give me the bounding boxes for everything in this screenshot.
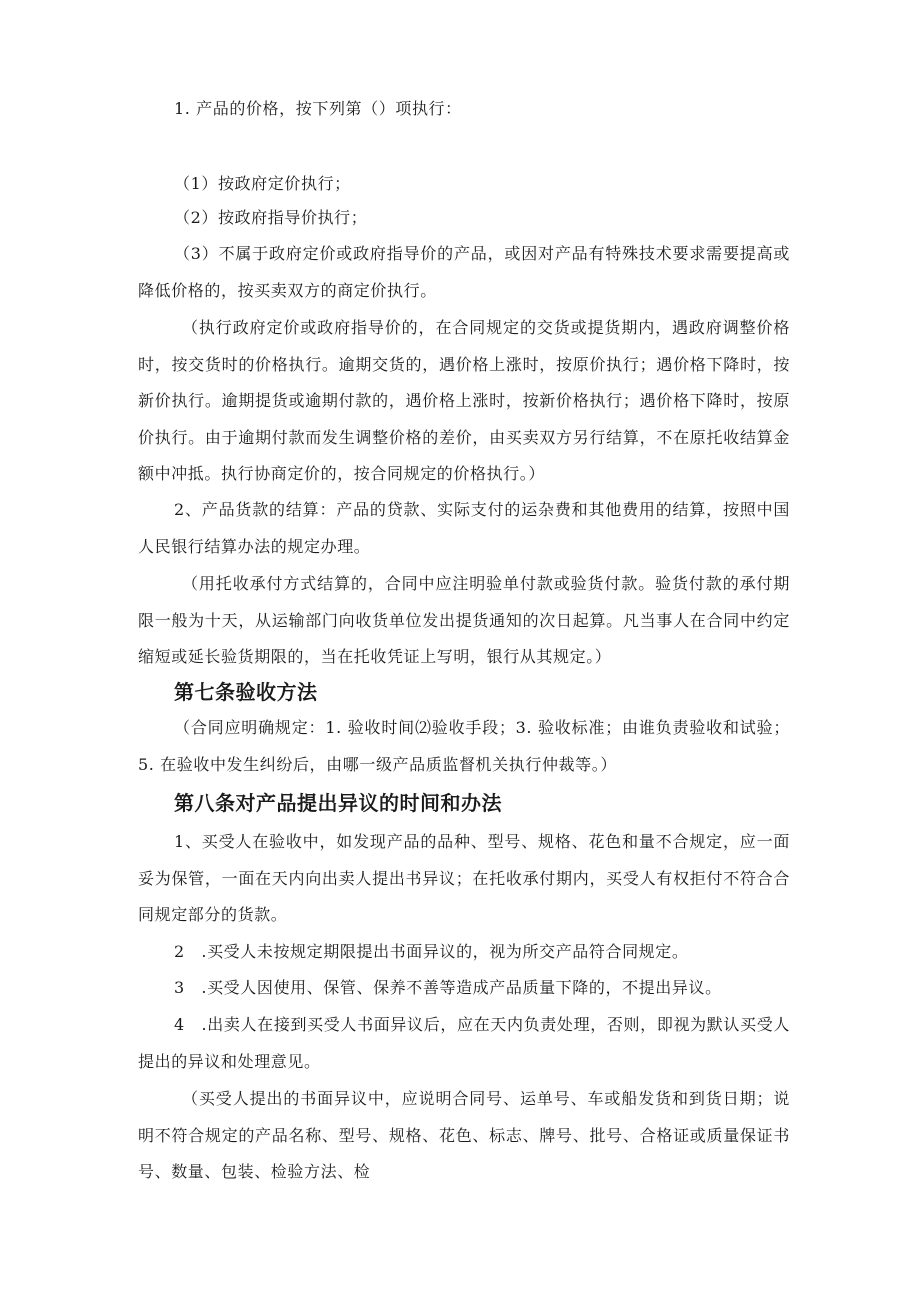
paragraph-payment-note: （用托收承付方式结算的，合同中应注明验单付款或验货付款。验货付款的承付期限一般为十天，从运输部门向收货单位发出提货通知的次日起算。凡当事人在合同中约定缩短或延长验货期限的，当在托收凭证上写明，银行从其规定。）	[138, 574, 790, 666]
paragraph-price-option-2: （2）按政府指导价执行；	[174, 208, 368, 227]
paragraph-objection-2: 2 .买受人未按规定期限提出书面异议的，视为所交产品符合同规定。	[174, 942, 689, 961]
paragraph-objection-3: 3 .买受人因使用、保管、保养不善等造成产品质量下降的，不提出异议。	[174, 978, 722, 997]
paragraph-price-option-1: （1）按政府定价执行；	[174, 174, 351, 193]
paragraph-price-note: （执行政府定价或政府指导价的，在合同规定的交货或提货期内，遇政府调整价格时，按交货时的价格执行。逾期交货的，遇价格上涨时，按原价执行；遇价格下降时，按新价执行。逾期提货或逾期付款的，遇价格上涨时，按新价格执行；遇价格下降时，按原价执行。由于逾期付款而发生调整价格的差价，由买卖双方另行结算，不在原托收结算金额中冲抵。执行协商定价的，按合同规定的价格执行。）	[138, 318, 790, 483]
paragraph-objection-4: 4 .出卖人在接到买受人书面异议后，应在天内负责处理，否则，即视为默认买受人提出的异议和处理意见。	[138, 1015, 790, 1071]
paragraph-payment-settlement: 2、产品货款的结算：产品的贷款、实际支付的运杂费和其他费用的结算，按照中国人民银行结算办法的规定办理。	[138, 500, 790, 556]
paragraph-objection-1: 1、买受人在验收中，如发现产品的品种、型号、规格、花色和量不合规定，应一面妥为保管，一面在天内向出卖人提出书异议；在托收承付期内，买受人有权拒付不符合合同规定部分的货款。	[138, 832, 790, 924]
paragraph-price-option-3: （3）不属于政府定价或政府指导价的产品，或因对产品有特殊技术要求需要提高或降低价格的，按买卖双方的商定价执行。	[138, 244, 790, 300]
paragraph-price-intro: 1. 产品的价格，按下列第（）项执行：	[174, 99, 462, 118]
paragraph-acceptance-note: （合同应明确规定：1. 验收时间⑵验收手段；3. 验收标准；由谁负责验收和试验；5. 在验收中发生纠纷后，由哪一级产品质监督机关执行仲裁等。）	[138, 718, 790, 774]
heading-article-7: 第七条验收方法	[174, 680, 318, 704]
heading-article-8: 第八条对产品提出异议的时间和办法	[174, 791, 502, 815]
paragraph-objection-note: （买受人提出的书面异议中，应说明合同号、运单号、车或船发货和到货日期；说明不符合规定的产品名称、型号、规格、花色、标志、牌号、批号、合格证或质量保证书号、数量、包装、检验方法、检	[138, 1089, 790, 1181]
